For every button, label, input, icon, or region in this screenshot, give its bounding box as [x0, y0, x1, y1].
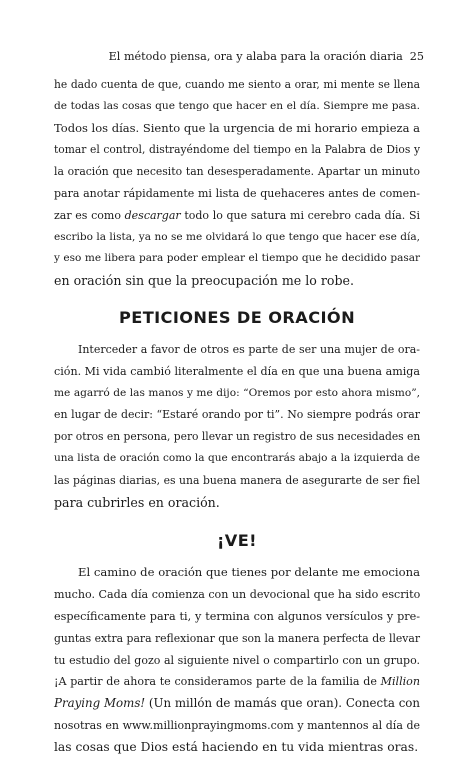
text-line: [54, 205, 420, 227]
body-text: [54, 74, 420, 759]
text-run: zar es como: [54, 208, 125, 222]
text-line: Todos los días. Siento que la urgencia de mi horario empieza a: [54, 120, 420, 135]
emphasis-text: Million: [380, 675, 420, 689]
paragraph-peticiones: [54, 339, 420, 513]
page-number: 25: [409, 50, 424, 63]
section-heading-peticiones: PETICIONES DE ORACIÓN: [118, 307, 356, 327]
paragraph-ve: [54, 562, 420, 758]
section-heading-ve: ¡VE!: [217, 531, 257, 551]
text-line: para anotar rápidamente mi lista de quehaceres antes de comen-: [54, 186, 420, 200]
text-line: de todas las cosas que tengo que hacer en el día. Siempre me pasa.: [54, 99, 420, 112]
text-run: ¡A partir de ahora te consideramos parte de la familia de: [54, 675, 381, 689]
emphasis-text: descargar: [124, 208, 181, 222]
paragraph-continued: [54, 74, 420, 292]
text-line: mucho. Cada día comienza con un devocional que ha sido escrito: [54, 588, 421, 602]
text-line: la oración que necesito tan desesperadamente. Apartar un minuto: [54, 165, 420, 179]
text-line: una lista de oración como la que encontrarás abajo a la izquierda de: [54, 451, 420, 464]
text-line: guntas extra para reflexionar que son la manera perfecta de llevar: [54, 631, 420, 645]
text-line: tu estudio del gozo al siguiente nivel o compartirlo con un grupo.: [54, 653, 420, 667]
text-line: específicamente para ti, y termina con algunos versículos y pre-: [54, 609, 420, 623]
text-run: (Un millón de mamás que oran). Conecta con: [145, 696, 420, 711]
emphasis-text: Praying Moms!: [54, 696, 146, 711]
text-line: El camino de oración que tienes por delante me emociona: [78, 565, 420, 580]
text-line: escribo la lista, ya no se me olvidará lo que tengo que hacer ese día,: [54, 230, 420, 243]
text-line: he dado cuenta de que, cuando me siento a orar, mi mente se llena: [54, 78, 420, 91]
text-line: Interceder a favor de otros es parte de ser una mujer de ora-: [78, 342, 420, 356]
text-line: me agarró de las manos y me dijo: “Oremos por esto ahora mismo”,: [54, 386, 420, 399]
text-line: ción. Mi vida cambió literalmente el día en que una buena amiga: [54, 364, 420, 378]
text-line: las cosas que Dios está haciendo en tu vida mientras oras.: [54, 739, 419, 754]
text-line: en lugar de decir: “Estaré orando por ti”. No siempre podrás orar: [54, 408, 420, 422]
text-line: para cubrirles en oración.: [54, 494, 220, 510]
text-line: las páginas diarias, es una buena manera de asegurarte de ser fiel: [54, 473, 420, 487]
text-line: y eso me libera para poder emplear el tiempo que he decidido pasar: [54, 252, 420, 265]
text-line: por otros en persona, pero llevar un registro de sus necesidades en: [54, 430, 421, 444]
running-head-title: El método piensa, ora y alaba para la oración diaria: [108, 50, 403, 63]
text-run: todo lo que satura mi cerebro cada día. Si: [180, 208, 420, 222]
text-line: nosotras en www.millionprayingmoms.com y mantennos al día de: [54, 718, 420, 732]
text-line: tomar el control, distrayéndome del tiempo en la Palabra de Dios y: [54, 143, 420, 157]
running-head: [109, 50, 424, 63]
text-line: [54, 671, 420, 693]
text-line: [54, 693, 420, 715]
text-line: en oración sin que la preocupación me lo robe.: [54, 273, 354, 289]
